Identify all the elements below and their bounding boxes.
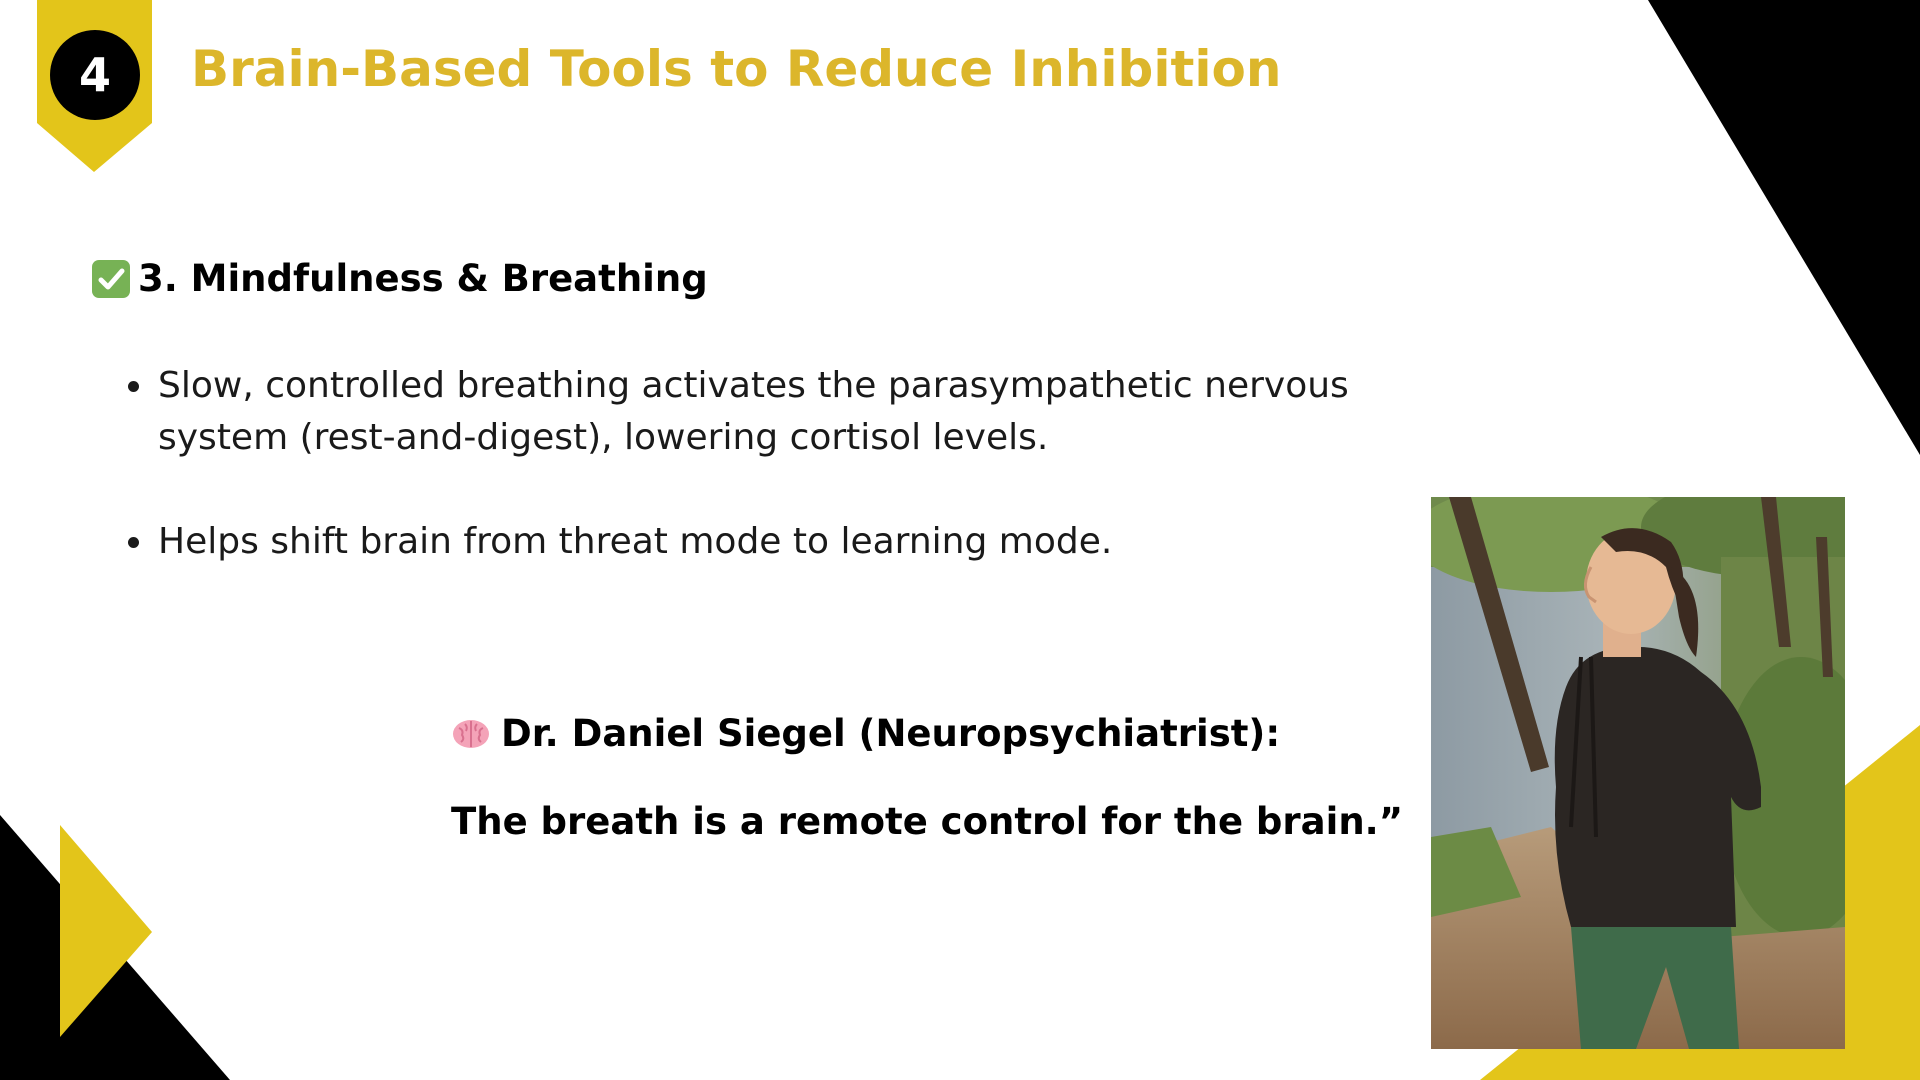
quote-text: The breath is a remote control for the brain.”: [451, 800, 1404, 843]
bullet-text: Slow, controlled breathing activates the parasympathetic nervous system (rest-and-digest), lowering cortisol levels.: [158, 365, 1349, 458]
quote-author: Dr. Daniel Siegel (Neuropsychiatrist):: [501, 712, 1281, 755]
quote-author-row: [451, 712, 1280, 755]
bullet-dot-icon: [128, 537, 139, 548]
check-mark-icon: [92, 260, 130, 298]
section-heading: 3. Mindfulness & Breathing: [138, 257, 708, 300]
slide-number-badge: [37, 0, 152, 172]
bullet-text: Helps shift brain from threat mode to learning mode.: [158, 521, 1113, 562]
brain-icon: [451, 717, 491, 751]
bullet-list: [126, 360, 1416, 620]
bullet-dot-icon: [128, 381, 139, 392]
slide-title: Brain-Based Tools to Reduce Inhibition: [191, 40, 1282, 98]
bullet-item: [126, 360, 1416, 464]
woman-breathing-outdoors-photo: [1431, 497, 1845, 1049]
bullet-item: [126, 516, 1416, 568]
slide-number: 4: [50, 30, 140, 120]
section-heading-row: [92, 257, 708, 300]
top-right-black-shape: [1648, 0, 1920, 455]
